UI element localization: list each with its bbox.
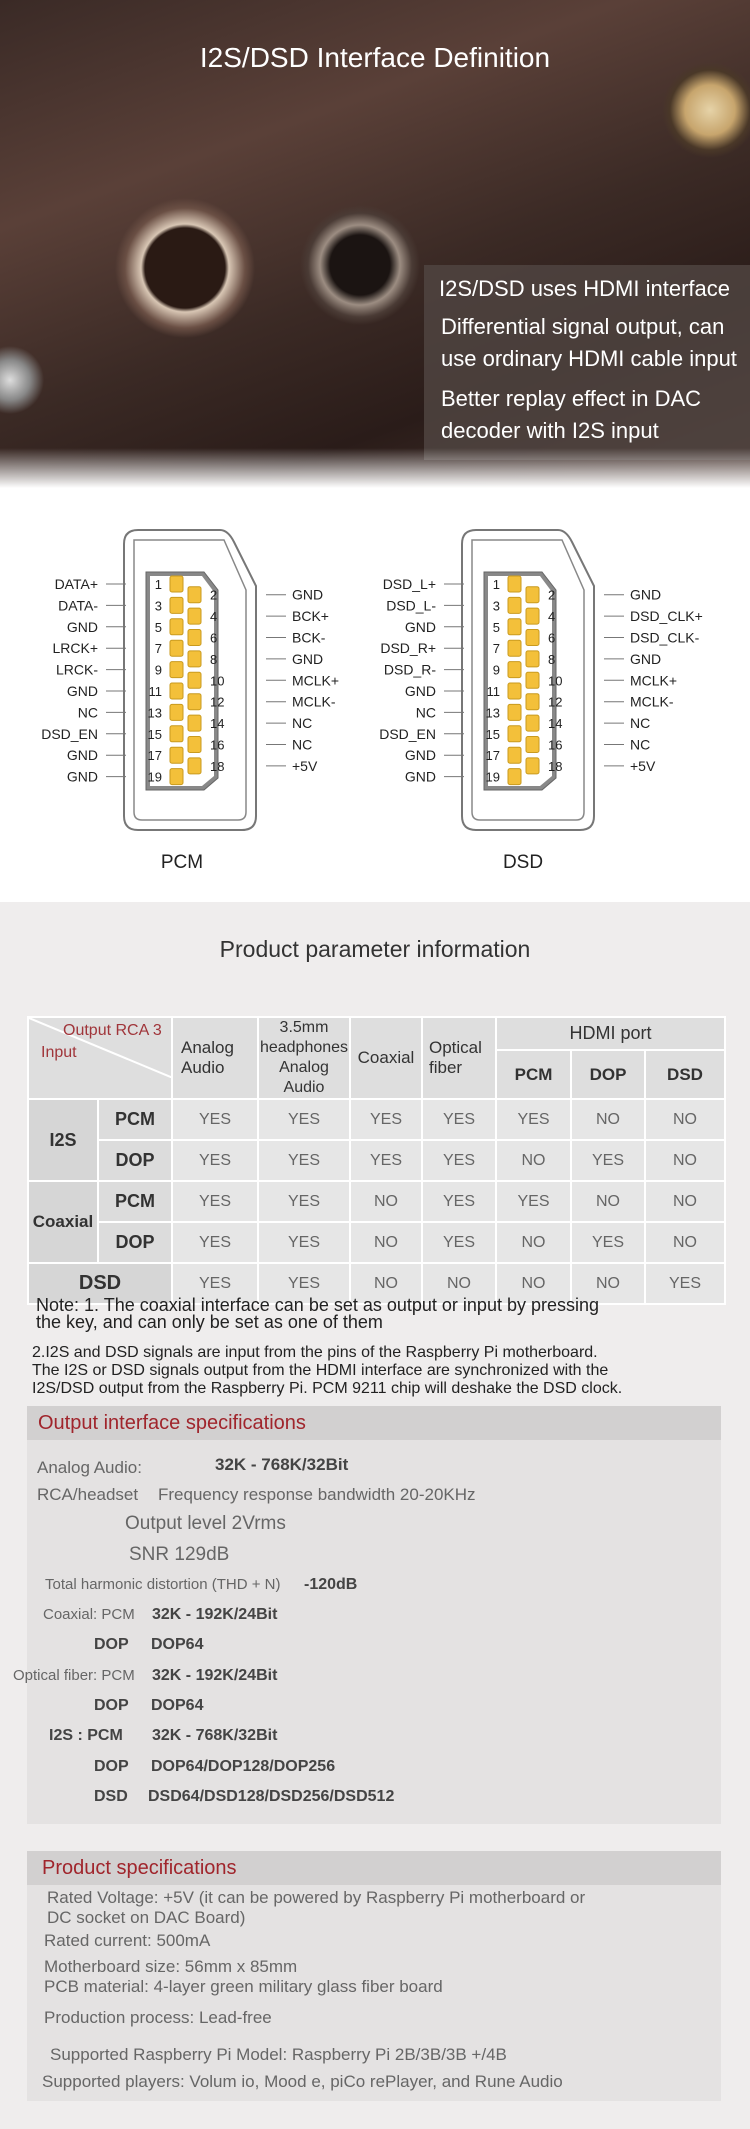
cell: NO xyxy=(350,1181,422,1222)
pcm-right-label: GND xyxy=(292,586,324,603)
pcm-right-label: BCK+ xyxy=(292,608,329,625)
pcm-pin-number: 6 xyxy=(210,630,218,646)
product-spec-box xyxy=(27,1851,721,2101)
note-1-line-a: Note: 1. The coaxial interface can be set as output or input by pressing xyxy=(36,1295,600,1315)
cell: YES xyxy=(496,1099,571,1140)
dsd-pin-even xyxy=(526,672,539,688)
hero-title: I2S/DSD Interface Definition xyxy=(199,42,551,73)
cell: YES xyxy=(172,1181,258,1222)
thd-label: Total harmonic distortion (THD + N) xyxy=(45,1576,281,1593)
dsd-right-label: GND xyxy=(630,650,662,667)
dsd-left-label: DSD_EN xyxy=(379,725,436,742)
i2s-pcm-value: 32K - 768K/32Bit xyxy=(152,1727,278,1744)
cell: NO xyxy=(645,1140,725,1181)
row-label: PCM xyxy=(98,1099,172,1140)
dsd-right-label: +5V xyxy=(630,757,656,774)
cell: YES xyxy=(350,1140,422,1181)
pcm-pin-even xyxy=(188,630,201,646)
product-spec-header xyxy=(27,1851,721,1885)
corner-output-label: Output RCA 3 xyxy=(63,1022,162,1039)
pcm-pin-number: 9 xyxy=(154,662,162,678)
optical-dop-value: DOP64 xyxy=(151,1697,204,1714)
pcm-pin-odd xyxy=(170,747,183,763)
pcm-pin-number: 18 xyxy=(210,758,225,774)
dsd-pin-number: 1 xyxy=(492,577,500,592)
cell: NO xyxy=(496,1140,571,1181)
cell: YES xyxy=(258,1222,350,1263)
pcm-right-label: +5V xyxy=(292,757,318,774)
cell: NO xyxy=(645,1099,725,1140)
pcm-pin-even xyxy=(188,608,201,624)
pcm-left-label: DSD_EN xyxy=(41,725,98,742)
dsd-pin-number: 10 xyxy=(548,673,563,689)
pcm-pin-even xyxy=(188,758,201,774)
header-optical-fiber: Optical fiber xyxy=(422,1017,496,1099)
dsd-pin-number: 11 xyxy=(486,684,500,699)
dsd-pin-odd xyxy=(508,576,521,592)
dsd-left-label: GND xyxy=(404,768,436,785)
table-row xyxy=(28,1099,725,1140)
pcm-pin-odd xyxy=(170,769,183,785)
i2s-pcm-label: I2S : PCM xyxy=(49,1727,123,1744)
pcm-pin-number: 13 xyxy=(147,705,162,721)
parameter-table xyxy=(27,1016,726,1305)
table-row xyxy=(28,1222,725,1263)
hero-feature-replay-a: Better replay effect in DAC xyxy=(441,386,702,411)
pcm-left-label: DATA- xyxy=(58,597,98,614)
row-label: DOP xyxy=(98,1140,172,1181)
corner-input-label: Input xyxy=(41,1044,77,1061)
dsd-right-label: GND xyxy=(630,586,662,603)
pcm-pin-odd xyxy=(170,597,183,613)
frequency-response: Frequency response bandwidth 20-20KHz xyxy=(158,1485,476,1504)
note-2-line-b: The I2S or DSD signals output from the HDMI interface are synchronized with the xyxy=(32,1362,609,1379)
cell: YES xyxy=(172,1140,258,1181)
note-1-line-b: the key, and can only be set as one of them xyxy=(36,1312,383,1332)
cell: YES xyxy=(172,1222,258,1263)
i2s-dop-value: DOP64/DOP128/DOP256 xyxy=(151,1758,336,1775)
supported-players: Supported players: Volum io, Mood e, piCo rePlayer, and Rune Audio xyxy=(42,2072,563,2091)
motherboard-size: Motherboard size: 56mm x 85mm xyxy=(44,1957,298,1976)
header-coaxial: Coaxial xyxy=(350,1017,422,1099)
pcm-left-label: GND xyxy=(66,747,98,764)
pcm-pin-number: 8 xyxy=(210,651,218,667)
header-hdmi-dop: DOP xyxy=(571,1050,645,1099)
cell: YES xyxy=(258,1140,350,1181)
dsd-pin-number: 14 xyxy=(548,716,563,732)
i2s-dsd-label: DSD xyxy=(94,1788,128,1805)
group-coaxial: Coaxial xyxy=(28,1181,98,1263)
coaxial-pcm-label: Coaxial: PCM xyxy=(43,1606,135,1623)
dsd-pin-number: 13 xyxy=(485,705,500,721)
dsd-left-label: GND xyxy=(404,683,436,699)
dsd-pin-number: 7 xyxy=(492,641,500,657)
dsd-pin-even xyxy=(526,587,539,603)
dsd-pin-number: 12 xyxy=(548,694,563,710)
pcm-pin-number: 14 xyxy=(210,716,225,732)
coaxial-pcm-value: 32K - 192K/24Bit xyxy=(152,1606,278,1623)
row-label: PCM xyxy=(98,1181,172,1222)
pcm-left-label: GND xyxy=(66,768,98,785)
group-dsd: DSD xyxy=(28,1263,172,1304)
dsd-pin-number: 15 xyxy=(485,726,500,742)
pcm-pin-even xyxy=(188,694,201,710)
cell: YES xyxy=(571,1140,645,1181)
dsd-left-label: DSD_R- xyxy=(383,661,436,678)
i2s-dop-label: DOP xyxy=(94,1758,129,1775)
dsd-pin-number: 19 xyxy=(485,769,500,785)
dsd-pin-odd xyxy=(508,726,521,742)
dsd-pin-odd xyxy=(508,597,521,613)
table-row xyxy=(28,1181,725,1222)
dsd-pin-number: 4 xyxy=(548,609,556,625)
dsd-pin-even xyxy=(526,630,539,646)
dsd-pin-odd xyxy=(508,640,521,656)
pcm-pin-number: 16 xyxy=(210,737,225,753)
dsd-pin-odd xyxy=(508,704,521,720)
table-corner-cell xyxy=(28,1017,172,1099)
pcm-right-label: GND xyxy=(292,650,324,667)
cell: NO xyxy=(422,1263,496,1304)
dsd-pin-number: 16 xyxy=(548,737,563,753)
cell: YES xyxy=(172,1263,258,1304)
pcm-pin-number: 17 xyxy=(147,748,162,764)
dsd-pin-even xyxy=(526,694,539,710)
pcm-left-label: LRCK+ xyxy=(52,640,98,657)
cell: YES xyxy=(258,1263,350,1304)
cell: YES xyxy=(422,1140,496,1181)
cell: YES xyxy=(172,1099,258,1140)
hero-feature-differential-b: use ordinary HDMI cable input xyxy=(441,346,737,371)
pcm-pin-odd xyxy=(170,726,183,742)
header-hdmi-port: HDMI port xyxy=(496,1017,725,1050)
pcm-pin-odd xyxy=(170,619,183,635)
pcm-pin-number: 11 xyxy=(148,684,162,699)
dsd-pin-number: 2 xyxy=(548,587,556,603)
dsd-left-label: DSD_R+ xyxy=(380,640,436,657)
note-2-line-a: 2.I2S and DSD signals are input from the pins of the Raspberry Pi motherboard. xyxy=(32,1344,598,1361)
dsd-pin-number: 18 xyxy=(548,758,563,774)
dsd-pin-odd xyxy=(508,747,521,763)
pcm-pin-number: 2 xyxy=(210,587,218,603)
analog-audio-label: Analog Audio: xyxy=(37,1458,142,1477)
cell: NO xyxy=(571,1181,645,1222)
group-i2s: I2S xyxy=(28,1099,98,1181)
hero-feature-panel xyxy=(424,265,750,460)
output-spec-title: Output interface specifications xyxy=(38,1412,306,1434)
dsd-pin-number: 17 xyxy=(485,748,500,764)
hero-feature-replay-b: decoder with I2S input xyxy=(441,418,659,443)
row-label: DOP xyxy=(98,1222,172,1263)
pcm-pin-even xyxy=(188,672,201,688)
rated-current: Rated current: 500mA xyxy=(44,1931,211,1950)
pcm-left-label: GND xyxy=(66,618,98,635)
pcm-pin-even xyxy=(188,737,201,753)
pcm-pin-odd xyxy=(170,662,183,678)
pcm-pin-number: 15 xyxy=(147,726,162,742)
pcm-pin-number: 3 xyxy=(154,598,162,614)
dsd-pin-even xyxy=(526,715,539,731)
pcm-pin-number: 10 xyxy=(210,673,225,689)
rated-voltage-a: Rated Voltage: +5V (it can be powered by Raspberry Pi motherboard or xyxy=(47,1888,586,1907)
table-row xyxy=(28,1140,725,1181)
cell: YES xyxy=(350,1099,422,1140)
dsd-pin-number: 5 xyxy=(492,619,500,635)
hero-feature-differential-a: Differential signal output, can xyxy=(441,314,725,339)
i2s-dsd-value: DSD64/DSD128/DSD256/DSD512 xyxy=(148,1788,395,1805)
dsd-pin-number: 8 xyxy=(548,651,556,667)
dsd-right-label: DSD_CLK- xyxy=(630,629,700,646)
pcm-left-label: LRCK- xyxy=(55,661,98,678)
dsd-right-label: NC xyxy=(630,715,651,732)
pcm-pin-number: 4 xyxy=(210,609,218,625)
product-spec-title: Product specifications xyxy=(42,1857,237,1879)
dsd-connector xyxy=(379,530,703,830)
note-2-line-c: I2S/DSD output from the Raspberry Pi. PCM 9211 chip will deshake the DSD clock. xyxy=(32,1380,623,1397)
pcm-left-label: DATA+ xyxy=(54,576,98,592)
dsd-pin-even xyxy=(526,651,539,667)
rca-headset-label: RCA/headset xyxy=(37,1485,139,1504)
coaxial-dop-value: DOP64 xyxy=(151,1636,204,1653)
rated-voltage-b: DC socket on DAC Board) xyxy=(47,1908,246,1927)
pcm-right-label: BCK- xyxy=(292,629,326,646)
analog-audio-value: 32K - 768K/32Bit xyxy=(215,1455,349,1474)
pcm-right-label: NC xyxy=(292,715,313,732)
dsd-left-label: NC xyxy=(415,704,436,721)
pcb-material: PCB material: 4-layer green military glass fiber board xyxy=(44,1977,443,1996)
pcm-caption: PCM xyxy=(160,852,204,873)
pcm-pin-number: 19 xyxy=(147,769,162,785)
cell: YES xyxy=(496,1181,571,1222)
production-process: Production process: Lead-free xyxy=(44,2008,272,2027)
optical-pcm-value: 32K - 192K/24Bit xyxy=(152,1667,278,1684)
dsd-pin-odd xyxy=(508,683,521,699)
pcm-pin-odd xyxy=(170,683,183,699)
pcm-pin-odd xyxy=(170,640,183,656)
cell: YES xyxy=(422,1099,496,1140)
cell: NO xyxy=(496,1222,571,1263)
dsd-pin-number: 9 xyxy=(492,662,500,678)
pcm-pin-number: 7 xyxy=(154,641,162,657)
output-spec-header xyxy=(27,1406,721,1440)
pcm-right-label: MCLK+ xyxy=(292,672,340,689)
cell: YES xyxy=(258,1181,350,1222)
pinout-svg xyxy=(0,500,750,880)
dsd-pin-odd xyxy=(508,662,521,678)
hdmi-pinout-diagrams xyxy=(0,500,750,880)
output-level: Output level 2Vrms xyxy=(125,1513,286,1534)
coaxial-dop-label: DOP xyxy=(94,1636,129,1653)
dsd-right-label: DSD_CLK+ xyxy=(630,608,703,625)
cell: NO xyxy=(350,1263,422,1304)
dsd-left-label: DSD_L- xyxy=(386,597,436,614)
pcm-right-label: MCLK- xyxy=(292,693,336,710)
cell: YES xyxy=(258,1099,350,1140)
dsd-pin-odd xyxy=(508,769,521,785)
cell: NO xyxy=(645,1181,725,1222)
dsd-left-label: GND xyxy=(404,747,436,764)
dsd-right-label: MCLK- xyxy=(630,693,674,710)
dsd-right-label: NC xyxy=(630,736,651,753)
snr: SNR 129dB xyxy=(129,1544,230,1565)
product-parameter-title: Product parameter information xyxy=(219,936,531,962)
pcm-pin-number: 12 xyxy=(210,694,225,710)
dsd-pin-even xyxy=(526,608,539,624)
pcm-right-label: NC xyxy=(292,736,313,753)
thd-value: -120dB xyxy=(304,1576,358,1593)
cell: YES xyxy=(422,1181,496,1222)
supported-pi-models: Supported Raspberry Pi Model: Raspberry Pi 2B/3B/3B +/4B xyxy=(50,2045,507,2064)
hero-feature-hdmi: I2S/DSD uses HDMI interface xyxy=(439,276,730,301)
pcm-pin-even xyxy=(188,587,201,603)
dsd-pin-even xyxy=(526,737,539,753)
pcm-pin-number: 5 xyxy=(154,619,162,635)
header-hdmi-dsd: DSD xyxy=(645,1050,725,1099)
pcm-pin-odd xyxy=(170,704,183,720)
cell: YES xyxy=(571,1222,645,1263)
dsd-pin-even xyxy=(526,758,539,774)
dsd-right-label: MCLK+ xyxy=(630,672,678,689)
pcm-pin-even xyxy=(188,651,201,667)
pcm-pin-odd xyxy=(170,576,183,592)
output-spec-box xyxy=(13,1406,721,1824)
dsd-pin-number: 3 xyxy=(492,598,500,614)
dsd-caption: DSD xyxy=(502,852,544,873)
optical-dop-label: DOP xyxy=(94,1697,129,1714)
header-analog-audio: Analog Audio xyxy=(172,1017,258,1099)
cell: NO xyxy=(645,1222,725,1263)
dsd-pin-number: 6 xyxy=(548,630,556,646)
hero-banner xyxy=(0,0,750,488)
header-hdmi-pcm: PCM xyxy=(496,1050,571,1099)
cell: NO xyxy=(350,1222,422,1263)
dsd-left-label: DSD_L+ xyxy=(382,576,436,592)
cell: NO xyxy=(496,1263,571,1304)
pcm-connector xyxy=(41,530,339,830)
pcm-pin-number: 1 xyxy=(154,577,162,592)
cell: YES xyxy=(422,1222,496,1263)
pcm-left-label: NC xyxy=(77,704,98,721)
header-headphones: 3.5mm headphones Analog Audio xyxy=(258,1017,350,1099)
pcm-pin-even xyxy=(188,715,201,731)
pcm-left-label: GND xyxy=(66,683,98,699)
cell: NO xyxy=(571,1263,645,1304)
dsd-pin-odd xyxy=(508,619,521,635)
dsd-left-label: GND xyxy=(404,618,436,635)
optical-pcm-label: Optical fiber: PCM xyxy=(13,1667,135,1684)
cell: NO xyxy=(571,1099,645,1140)
cell: YES xyxy=(645,1263,725,1304)
